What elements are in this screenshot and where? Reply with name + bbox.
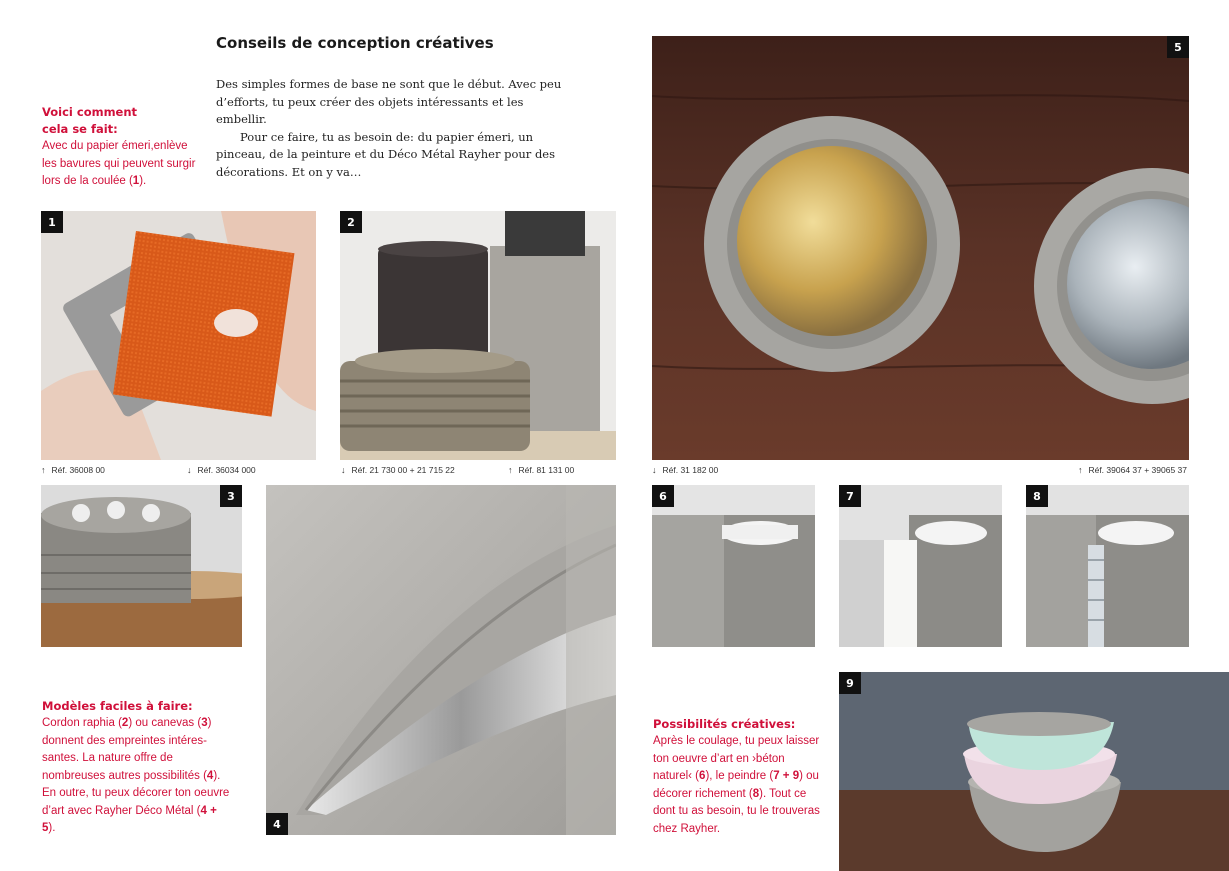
arrow-up-icon: ↑ bbox=[508, 465, 513, 475]
models-ref-4-5: 4 + 5 bbox=[42, 804, 217, 834]
ref-photo-2-a bbox=[341, 465, 455, 475]
ref-photo-1-b bbox=[187, 465, 256, 475]
badge-6: 6 bbox=[652, 485, 674, 507]
badge-7: 7 bbox=[839, 485, 861, 507]
ref-photo-2-b bbox=[508, 465, 574, 475]
photo-4-leaf-imprint bbox=[266, 485, 616, 835]
how-to-title-line-2: cela se fait: bbox=[42, 122, 118, 136]
creative-ref-6: 6 bbox=[699, 770, 706, 782]
photo-2-candles bbox=[340, 211, 616, 460]
arrow-down-icon: ↓ bbox=[341, 465, 346, 475]
badge-1: 1 bbox=[41, 211, 63, 233]
badge-5: 5 bbox=[1167, 36, 1189, 58]
photo-1-illustration bbox=[41, 211, 316, 460]
ref-5a-text: Réf. 31 182 00 bbox=[662, 465, 719, 475]
creative-text-2: ), le peindre ( bbox=[705, 770, 774, 782]
photo-7-tealight-painted bbox=[839, 485, 1002, 647]
creative-text-4: ). Tout ce dont tu as besoin, tu le trouveras chez Rayher. bbox=[653, 787, 820, 835]
arrow-up-icon: ↑ bbox=[41, 465, 46, 475]
models-ref-3: 3 bbox=[201, 717, 208, 729]
ref-2a-text: Réf. 21 730 00 + 21 715 22 bbox=[351, 465, 455, 475]
creative-text-1: Après le coulage, tu peux laisser ton oeuvre d’art en ›béton naturel‹ ( bbox=[653, 735, 820, 782]
models-block bbox=[42, 698, 232, 838]
intro-paragraph-2: Pour ce faire, tu as besoin de: du papier émeri, un pinceau, de la peinture et du Déco Métal Rayher pour des décorations. Et on y va… bbox=[216, 129, 556, 179]
photo-9-bowls bbox=[839, 672, 1229, 871]
models-title: Modèles faciles à faire: bbox=[42, 699, 193, 713]
photo-5-metal-domes bbox=[652, 36, 1189, 460]
photo-6-illustration bbox=[652, 485, 815, 647]
ref-photo-5-b bbox=[1078, 465, 1187, 475]
badge-3: 3 bbox=[220, 485, 242, 507]
models-text-3: ) donnent des empreintes intéres-santes. La nature offre de nombreuses autres possibilités ( bbox=[42, 717, 212, 782]
models-ref-2: 2 bbox=[121, 717, 129, 729]
arrow-down-icon: ↓ bbox=[652, 465, 657, 475]
ref-photo-5-a bbox=[652, 465, 718, 475]
photo-3-illustration bbox=[41, 485, 242, 647]
badge-9: 9 bbox=[839, 672, 861, 694]
photo-7-illustration bbox=[839, 485, 1002, 647]
models-text-5: ). bbox=[48, 822, 56, 834]
badge-8: 8 bbox=[1026, 485, 1048, 507]
models-ref-4: 4 bbox=[206, 769, 214, 782]
photo-8-tealight-decorated bbox=[1026, 485, 1189, 647]
ref-2b-text: Réf. 81 131 00 bbox=[518, 465, 575, 475]
arrow-down-icon: ↓ bbox=[187, 465, 192, 475]
ref-1a-text: Réf. 36008 00 bbox=[51, 465, 105, 475]
photo-2-illustration bbox=[340, 211, 616, 460]
ref-5b-text: Réf. 39064 37 + 39065 37 bbox=[1088, 465, 1187, 475]
creative-ref-8: 8 bbox=[752, 787, 760, 800]
photo-4-illustration bbox=[266, 485, 616, 835]
photo-1-sanding bbox=[41, 211, 316, 460]
how-to-body bbox=[42, 138, 202, 191]
page-title: Conseils de conception créatives bbox=[216, 34, 494, 52]
models-text-1: Cordon raphia ( bbox=[42, 717, 122, 729]
badge-4: 4 bbox=[266, 813, 288, 835]
creative-ref-7-9: 7 + 9 bbox=[773, 770, 800, 782]
ref-photo-1-a bbox=[41, 465, 105, 475]
how-to-body-text: Avec du papier émeri,enlève les bavures qui peuvent surgir lors de la coulée ( bbox=[42, 140, 196, 187]
creative-body bbox=[653, 733, 823, 838]
photo-8-illustration bbox=[1026, 485, 1189, 647]
how-to-title-line-1: Voici comment bbox=[42, 105, 138, 119]
how-to-ref: 1 bbox=[132, 175, 140, 187]
arrow-up-icon: ↑ bbox=[1077, 465, 1083, 475]
models-body bbox=[42, 715, 232, 838]
ref-1b-text: Réf. 36034 000 bbox=[197, 465, 256, 475]
creative-text-3: ) ou décorer richement ( bbox=[653, 770, 819, 800]
badge-2: 2 bbox=[340, 211, 362, 233]
photo-9-illustration bbox=[839, 672, 1229, 871]
how-to-body-end: ). bbox=[139, 175, 147, 187]
photo-6-tealight bbox=[652, 485, 815, 647]
photo-3-stacked-disc bbox=[41, 485, 242, 647]
models-text-4: ). En outre, tu peux décorer ton oeuvre d’art avec Rayher Déco Métal ( bbox=[42, 769, 230, 817]
how-to-block bbox=[42, 104, 202, 191]
how-to-title bbox=[42, 104, 202, 138]
creative-title: Possibilités créatives: bbox=[653, 717, 796, 731]
models-text-2: ) ou canevas ( bbox=[128, 717, 202, 729]
intro-text bbox=[216, 76, 571, 181]
intro-paragraph-1: Des simples formes de base ne sont que le début. Avec peu d’efforts, tu peux créer des objets intéressants et les embellir. bbox=[216, 77, 562, 126]
creative-block bbox=[653, 716, 823, 838]
photo-5-illustration bbox=[652, 36, 1189, 460]
